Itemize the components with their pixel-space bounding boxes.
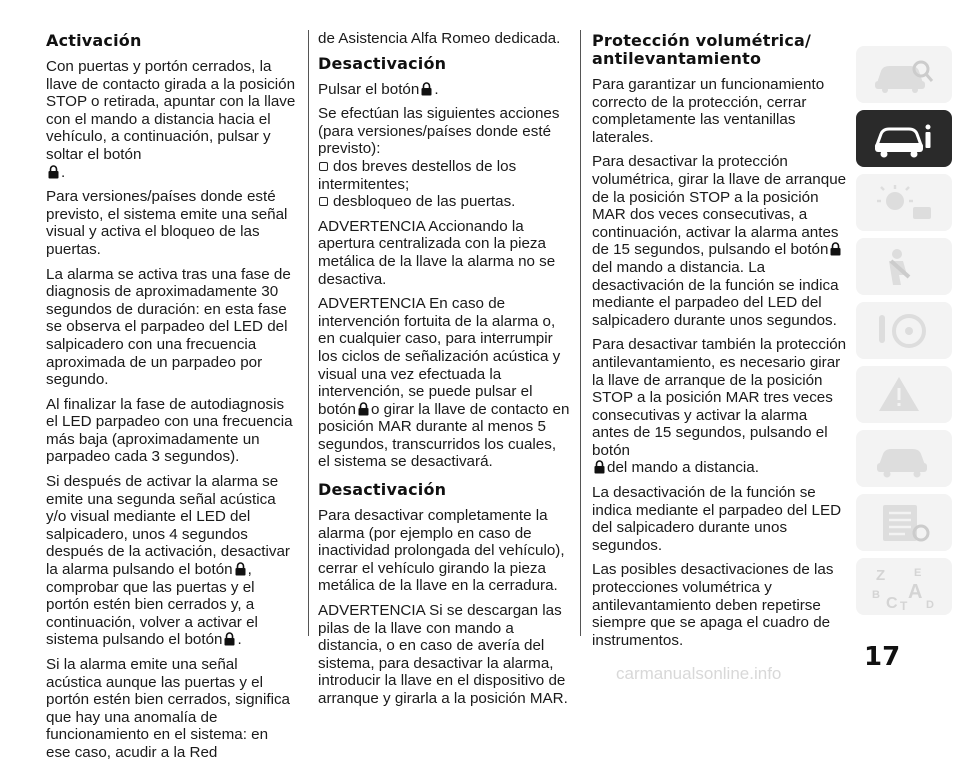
heading-desactivacion: Desactivación [318,53,447,73]
paragraph: de Asistencia Alfa Romeo dedicada. [318,30,561,47]
text-run: o girar la llave de contacto en posición MAR durante al menos 5 segundos, transcurridos los cuales, el sistema se desactivará. [318,400,570,471]
paragraph: ADVERTENCIA Accionando la apertura centralizada con la pieza metálica de la llave la alarma no se desactiva. [318,217,556,288]
index-letters-icon [864,562,944,612]
paragraph [318,295,570,471]
column-divider [580,30,581,636]
warning-road-icon [869,373,939,417]
tab-warning-road[interactable] [856,366,952,423]
tab-car-search[interactable] [856,46,952,103]
text-run: Para desactivar también la protección antilevantamiento, es necesario girar la llave de arranque de la posición STOP a la posición MAR tres veces consecutivas y activar la alarma antes de 15 segundos, pulsando el botón [592,336,847,459]
bullet-box-icon [319,197,328,206]
heading-desactivacion-2: Desactivación [318,480,447,500]
lock-icon [830,242,841,256]
car-service-icon [869,437,939,481]
text-run: , comprobar que las puertas y el portón estén bien cerrados y, a continuación, volver a activar el sistema pulsando el botón [46,561,258,649]
index-letter: T [900,598,908,612]
text-run: ADVERTENCIA En caso de intervención fortuita de la alarma o, en cualquier caso, para interrumpir los ciclos de señalización acústica y visual una vez efectuada la intervención, se puede pulsar el botón [318,295,561,418]
index-letter: C [886,594,898,612]
index-letter: A [908,580,923,603]
tab-specs-list[interactable] [856,494,952,551]
text-run: . [61,163,66,181]
tab-car-info[interactable] [856,110,952,167]
index-letter: E [914,566,922,579]
text-run: desbloqueo de las puertas. [333,193,516,211]
index-letter: D [926,598,934,611]
list-item [318,193,570,211]
lock-icon [594,460,605,474]
text-run: del mando a distancia. La desactivación de la función se indica mediante el parpadeo del LED del salpicadero durante unos segundos. [592,258,839,329]
text-run: del mando a distancia. [607,459,759,477]
lock-icon [48,165,59,179]
paragraph: Al finalizar la fase de autodiagnosis el LED parpadeo con una frecuencia más baja (aproximadamente un parpadeo cada 3 segundos). [46,395,293,466]
paragraph [46,473,296,649]
lock-icon [421,82,432,96]
paragraph: La alarma se activa tras una fase de diagnosis de aproximadamente 30 segundos de duración: en esta fase se observa el parpadeo del LED del salpicadero con una frecuencia aproximada de un parpadeo por segundo. [46,265,291,389]
tab-airbag-person[interactable] [856,238,952,295]
paragraph: Se efectúan las siguientes acciones (para versiones/países donde esté previsto): [318,105,560,158]
text-run: Si después de activar la alarma se emite una segunda señal acústica y/o visual mediante el LED del salpicadero, unos 4 segundos después de la activación, desactivar la alarma pulsando el botón [46,473,290,579]
heading-proteccion: Protección volumétrica/ antilevantamiento [592,31,812,68]
tab-steering-wheel[interactable] [856,302,952,359]
text-run: . [237,631,242,649]
steering-wheel-icon [869,309,939,353]
paragraph [592,336,847,477]
column-1 [46,30,296,769]
specs-list-icon [869,501,939,545]
lights-icon [869,181,939,225]
car-search-icon [869,53,939,97]
text-run: Pulsar el botón [318,80,420,98]
paragraph [46,58,296,181]
paragraph [318,81,570,99]
watermark: carmanualsonline.info [616,664,782,683]
tab-car-service[interactable] [856,430,952,487]
index-letter: B [872,588,880,601]
paragraph: Las posibles desactivaciones de las protecciones volumétrica y antilevantamiento deben repetirse siempre que se apaga el cuadro de instrumentos. [592,561,834,649]
paragraph: Si la alarma emite una señal acústica aunque las puertas y el portón estén bien cerrados, significa que hay una anomalía de funcionamiento en el sistema: en ese caso, acudir a la Red [46,656,290,761]
paragraph [592,153,847,329]
paragraph: La desactivación de la función se indica mediante el parpadeo del LED del salpicadero durante unos segundos. [592,484,842,554]
text-run: . [434,80,439,98]
paragraph: Para desactivar completamente la alarma (por ejemplo en caso de inactividad prolongada del vehículo), cerrar el vehículo girando la pieza metálica de la llave en la cerradura. [318,507,565,595]
tab-lights[interactable] [856,174,952,231]
paragraph: ADVERTENCIA Si se descargan las pilas de la llave con mando a distancia, o en caso de avería del sistema, para desactivar la alarma, introducir la llave en el dispositivo de arranque y girarla a la posición MAR. [318,602,568,707]
airbag-person-icon [869,245,939,289]
text-run: dos breves destellos de los intermitentes; [318,157,517,193]
lock-icon [358,402,369,416]
bullet-box-icon [319,162,328,171]
car-info-icon [869,117,939,161]
list-item [318,158,570,193]
column-2 [318,30,570,715]
paragraph: Para versiones/países donde esté previsto, el sistema emite una señal visual y activa el bloqueo de las puertas. [46,188,288,258]
text-run: Para desactivar la protección volumétrica, girar la llave de arranque de la posición STOP a la posición MAR dos veces consecutivas, a continuación, activar la alarma antes de 15 segundos, pulsando el botón [592,153,847,259]
page-number: 17 [864,642,901,672]
heading-activacion: Activación [46,31,142,50]
tab-index[interactable] [856,558,952,615]
lock-icon [235,562,246,576]
lock-icon [224,632,235,646]
index-letter: Z [876,566,886,584]
column-divider [308,30,309,636]
column-3 [592,30,847,656]
paragraph: Para garantizar un funcionamiento correcto de la protección, cerrar completamente las ventanillas laterales. [592,76,825,146]
text-run: Con puertas y portón cerrados, la llave de contacto girada a la posición STOP o retirada, apuntar con la llave con el mando a distancia hacia el vehículo, a continuación, pulsar y soltar el botón [46,58,296,163]
